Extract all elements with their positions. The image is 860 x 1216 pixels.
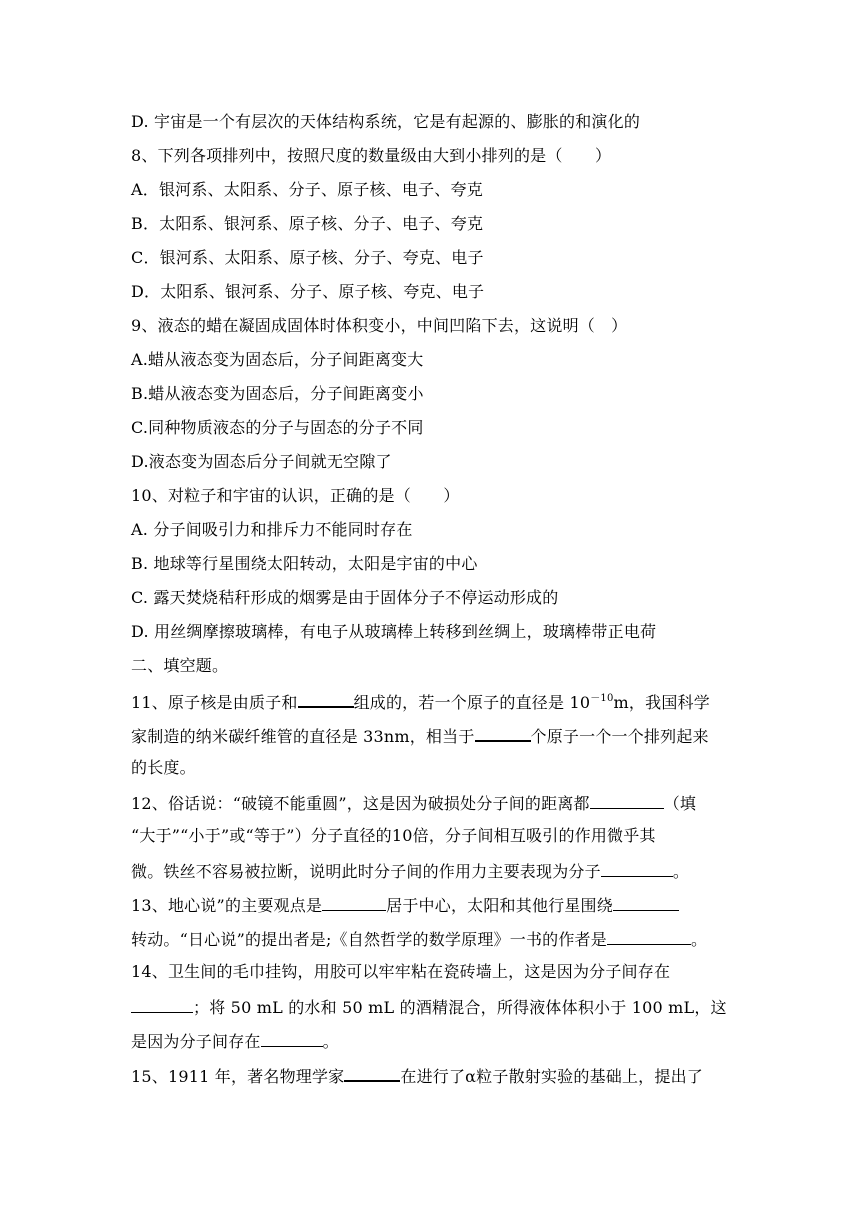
q9-option-d: D.液态变为固态后分子间就无空隙了 xyxy=(131,452,392,471)
q8-option-b: B．太阳系、银河系、原子核、分子、电子、夸克 xyxy=(131,214,484,233)
q12-line-3 xyxy=(131,860,689,882)
q11-text-1b: 组成的，若一个原子的直径是 10 xyxy=(353,693,591,712)
q13-blank-3[interactable] xyxy=(607,928,691,945)
q14-line-3 xyxy=(131,1030,339,1052)
q11-line-1 xyxy=(131,690,710,713)
q14-blank-2[interactable] xyxy=(261,1030,323,1047)
q10-stem: 10、对粒子和宇宙的认识，正确的是（ ） xyxy=(131,486,460,505)
q10-option-d: D. 用丝绸摩擦玻璃棒，有电子从玻璃棒上转移到丝绸上，玻璃棒带正电荷 xyxy=(131,622,657,641)
q14-line-2 xyxy=(131,996,727,1018)
q11-text-2b: 个原子一个一个排列起来 xyxy=(530,727,709,746)
q13-blank-1[interactable] xyxy=(322,894,386,911)
q15-line-1 xyxy=(131,1064,703,1087)
q10-option-a: A. 分子间吸引力和排斥力不能同时存在 xyxy=(131,520,413,539)
q13-text-2b: 。 xyxy=(690,930,708,949)
q12-text-1b: （填 xyxy=(663,794,697,813)
q15-blank-1[interactable] xyxy=(344,1064,400,1082)
q11-text-1a: 11、原子核是由质子和 xyxy=(131,693,298,712)
q11-text-1c: m，我国科学 xyxy=(613,693,710,712)
q11-line-2 xyxy=(131,724,709,747)
q12-line-1 xyxy=(131,792,696,814)
q8-option-a: A．银河系、太阳系、分子、原子核、电子、夸克 xyxy=(131,180,483,199)
q8-option-c: C．银河系、太阳系、原子核、分子、夸克、电子 xyxy=(131,248,484,267)
q13-line-2 xyxy=(131,928,707,950)
q14-line-1: 14、卫生间的毛巾挂钩，用胶可以牢牢粘在瓷砖墙上，这是因为分子间存在 xyxy=(131,962,671,981)
q7-option-d: D. 宇宙是一个有层次的天体结构系统，它是有起源的、膨胀的和演化的 xyxy=(131,112,641,131)
q14-text-2b: ；将 50 mL 的水和 50 mL 的酒精混合，所得液体体积小于 100 mL，这 xyxy=(193,998,727,1017)
q12-text-3a: 微。铁丝不容易被拉断，说明此时分子间的作用力主要表现为分子 xyxy=(131,862,601,881)
q8-option-d: D．太阳系、银河系、分子、原子核、夸克、电子 xyxy=(131,282,485,301)
q9-option-c: C.同种物质液态的分子与固态的分子不同 xyxy=(131,418,424,437)
q8-stem: 8、下列各项排列中，按照尺度的数量级由大到小排列的是（ ） xyxy=(131,146,612,165)
q13-text-2a: 转动。“日心说”的提出者是;《自然哲学的数学原理》一书的作者是 xyxy=(131,930,607,949)
q9-option-b: B.蜡从液态变为固态后，分子间距离变小 xyxy=(131,384,424,403)
q13-line-1 xyxy=(131,894,679,916)
q11-blank-2[interactable] xyxy=(475,724,531,742)
q11-text-2a: 家制造的纳米碳纤维管的直径是 33nm，相当于 xyxy=(131,727,475,746)
q15-text-1b: 在进行了α粒子散射实验的基础上，提出了 xyxy=(400,1067,703,1086)
q12-blank-1[interactable] xyxy=(590,792,664,809)
q12-text-3b: 。 xyxy=(672,862,690,881)
q13-text-1a: 13、地心说”的主要观点是 xyxy=(131,896,323,915)
q14-text-3a: 是因为分子间存在 xyxy=(131,1032,261,1051)
q13-text-1b: 居于中心，太阳和其他行星围绕 xyxy=(386,896,613,915)
q11-blank-1[interactable] xyxy=(298,690,354,708)
section-fill-in-title: 二、填空题。 xyxy=(131,656,229,675)
q12-text-1a: 12、俗话说：“破镜不能重圆”，这是因为破损处分子间的距离都 xyxy=(131,794,590,813)
q9-option-a: A.蜡从液态变为固态后，分子间距离变大 xyxy=(131,350,424,369)
q14-text-3b: 。 xyxy=(322,1032,339,1051)
q14-blank-1[interactable] xyxy=(131,996,193,1013)
q10-option-c: C. 露天焚烧秸秆形成的烟雾是由于固体分子不停运动形成的 xyxy=(131,588,559,607)
q12-blank-2[interactable] xyxy=(601,860,673,877)
q11-exponent: －10 xyxy=(590,692,614,704)
q10-option-b: B. 地球等行星围绕太阳转动，太阳是宇宙的中心 xyxy=(131,554,478,573)
q15-text-1a: 15、1911 年，著名物理学家 xyxy=(131,1067,345,1086)
q13-blank-2[interactable] xyxy=(613,894,679,911)
q12-line-2: “大于”“小于”或“等于”）分子直径的10倍，分子间相互吸引的作用微乎其 xyxy=(131,826,656,845)
q9-stem: 9、液态的蜡在凝固成固体时体积变小，中间凹陷下去，这说明（ ） xyxy=(131,316,628,335)
q11-line-3: 的长度。 xyxy=(131,758,196,777)
